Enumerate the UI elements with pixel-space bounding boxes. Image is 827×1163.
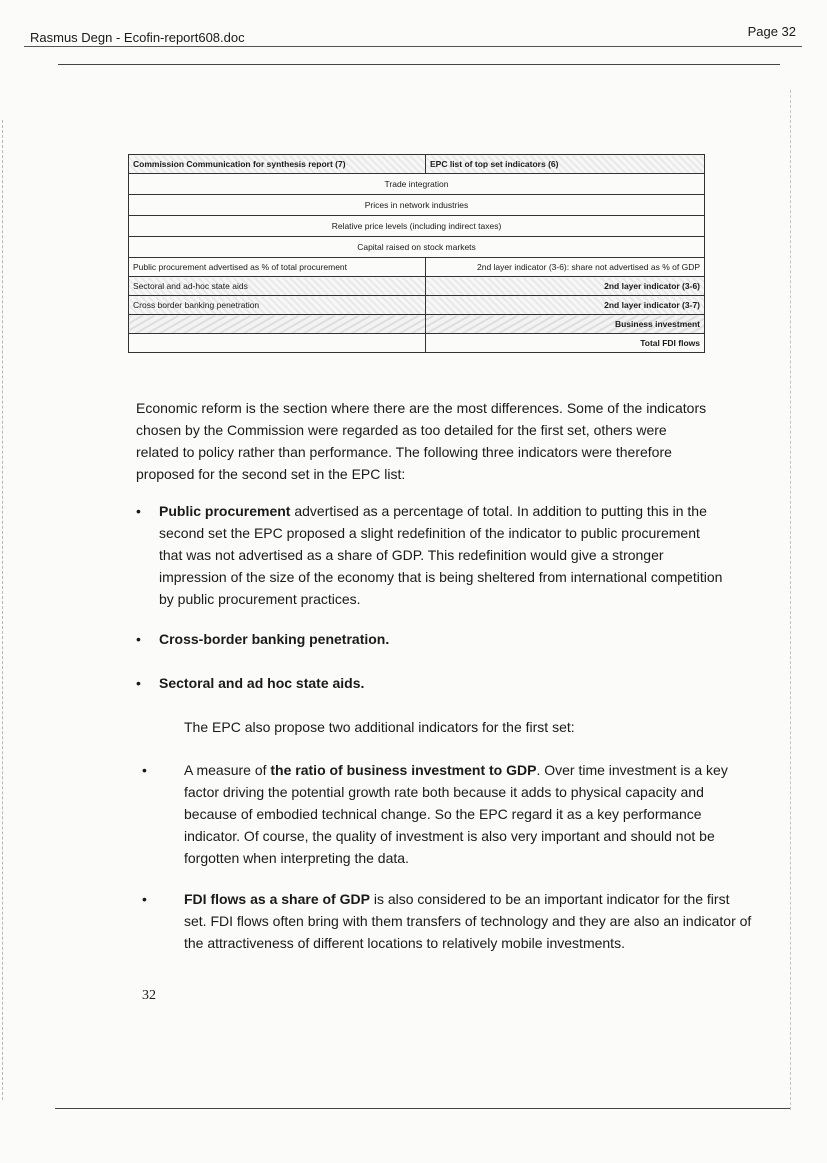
bullet-glyph: •: [136, 503, 141, 519]
list-item-bold: Sectoral and ad hoc state aids.: [159, 675, 365, 691]
table-row: [129, 296, 705, 315]
list-item: [159, 628, 724, 650]
table-row: [129, 195, 705, 216]
table-header-left: Commission Communication for synthesis report (7): [129, 155, 426, 174]
table-row: [129, 277, 705, 296]
mid-paragraph: The EPC also propose two additional indicators for the first set:: [184, 719, 575, 735]
list-item: [159, 672, 724, 694]
list-item: [184, 759, 754, 869]
table-cell-right: Total FDI flows: [426, 334, 705, 353]
list-item-text: A measure of: [184, 762, 271, 778]
list-item-bold: the ratio of business investment to GDP: [270, 762, 537, 778]
table-cell: Capital raised on stock markets: [129, 237, 705, 258]
list-item-bold: Cross-border banking penetration.: [159, 631, 390, 647]
list-item: [184, 888, 754, 954]
document-title: Rasmus Degn - Ecofin-report608.doc: [30, 30, 245, 45]
table-cell-right: 2nd layer indicator (3-7): [426, 296, 705, 315]
table-cell-left: [129, 315, 426, 334]
table-cell: Trade integration: [129, 174, 705, 195]
table-cell-left: Sectoral and ad-hoc state aids: [129, 277, 426, 296]
footer-rule: [55, 1108, 790, 1109]
table-cell: Prices in network industries: [129, 195, 705, 216]
list-item: [159, 500, 724, 610]
header-rule: [58, 64, 780, 65]
table-header-row: [129, 155, 705, 174]
table-cell-right: 2nd layer indicator (3-6): share not advertised as % of GDP: [426, 258, 705, 277]
bullet-glyph: •: [142, 891, 147, 907]
bullet-glyph: •: [136, 675, 141, 691]
table-row: [129, 315, 705, 334]
bullet-glyph: •: [142, 762, 147, 778]
table-cell-right: Business investment: [426, 315, 705, 334]
list-item-text: advertised as a percentage of total. In addition to putting this in the second set the EPC proposed a slight redefinition of the indicator to public procurement that was not advertised as a share of GDP. This redefinition would give a stronger impression of the size of the economy that is being sheltered from international competition by public procurement practices.: [159, 503, 723, 607]
intro-paragraph: Economic reform is the section where there are the most differences. Some of the indicators chosen by the Commission were regarded as too detailed for the first set, others were related to policy rather than performance. The following three indicators were therefore proposed for the second set in the EPC list:: [136, 400, 707, 482]
table-row: [129, 174, 705, 195]
page-label: Page 32: [747, 24, 796, 39]
list-item-bold: FDI flows as a share of GDP: [184, 891, 370, 907]
table-row: [129, 258, 705, 277]
table-header-right: EPC list of top set indicators (6): [426, 155, 705, 174]
table-cell-right: 2nd layer indicator (3-6): [426, 277, 705, 296]
list-item-text: is also considered to be an important indicator for the first set. FDI flows often bring with them transfers of technology and they are also an indicator of the attractiveness of different locations to relatively mobile investments.: [184, 891, 752, 951]
table-cell: Relative price levels (including indirect taxes): [129, 216, 705, 237]
list-item-text: . Over time investment is a key factor driving the potential growth rate both because it adds to physical capacity and because of embodied technical change. So the EPC regard it as a key performance indicator. Of course, the quality of investment is also very important and should not be forgotten when interpreting the data.: [184, 762, 728, 866]
table-cell-left: [129, 334, 426, 353]
table-row: [129, 216, 705, 237]
page-number: 32: [142, 988, 156, 1003]
scan-edge-left: [2, 120, 4, 1100]
table-row: [129, 334, 705, 353]
page-header: [24, 22, 802, 47]
list-item-bold: Public procurement: [159, 503, 291, 519]
table-cell-left: Public procurement advertised as % of total procurement: [129, 258, 426, 277]
bullet-glyph: •: [136, 631, 141, 647]
indicator-comparison-table: [128, 154, 705, 353]
table-cell-left: Cross border banking penetration: [129, 296, 426, 315]
scan-edge-right: [790, 90, 792, 1110]
table-row: [129, 237, 705, 258]
